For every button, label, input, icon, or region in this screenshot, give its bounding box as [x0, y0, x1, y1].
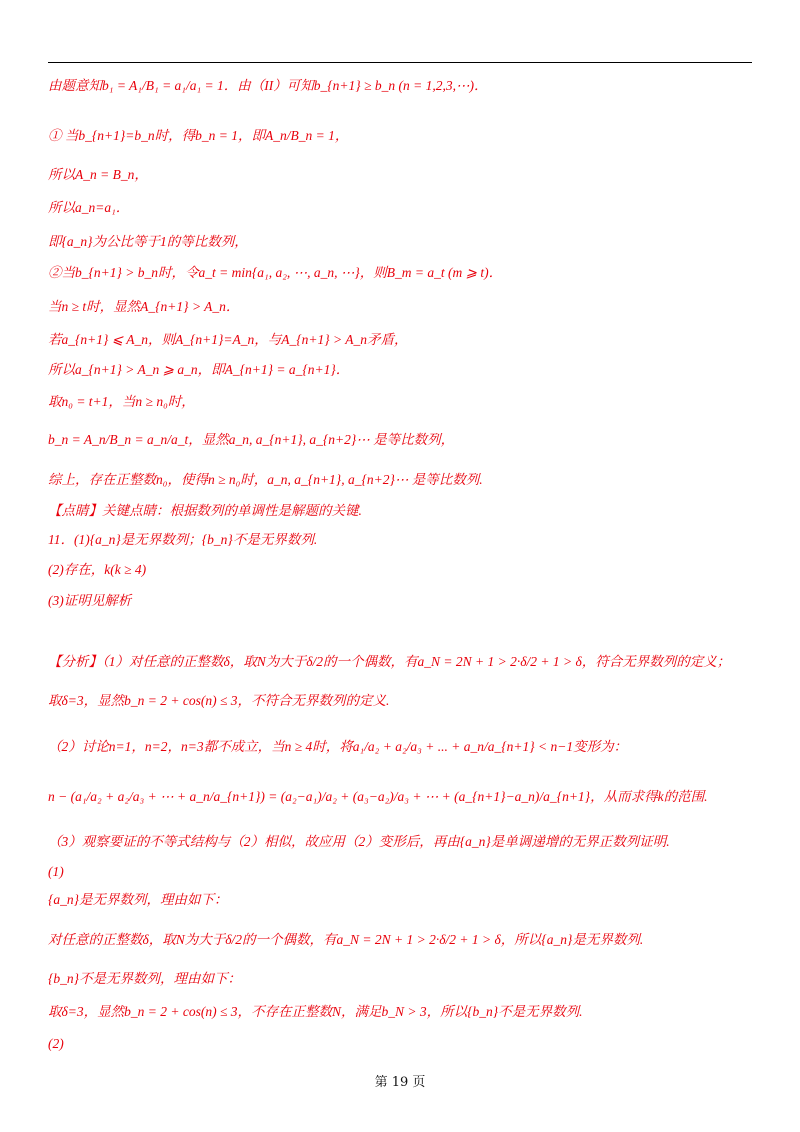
text-line: 综上，存在正整数n₀，使得n ≥ n₀时，a_n, a_{n+1}, a_{n+2}⋯ 是等比数列. [48, 472, 483, 487]
text-line: ②当b_{n+1} > b_n时，令a_t = min{a₁, a₂, ⋯, a_n, ⋯}，则B_m = a_t (m ⩾ t)． [48, 265, 503, 280]
text-line: 取n₀ = t+1，当n ≥ n₀时， [48, 394, 195, 409]
solution-line: {a_n}是无界数列，理由如下： [48, 892, 228, 907]
section-label: (2) [48, 1036, 64, 1051]
text-line: b_n = A_n/B_n = a_n/a_t，显然a_n, a_{n+1}, a_{n+2}⋯ 是等比数列， [48, 432, 455, 447]
analysis-line: n − (a₁/a₂ + a₂/a₃ + ⋯ + a_n/a_{n+1}) = (a₂−a₁)/a₂ + (a₃−a₂)/a₃ + ⋯ + (a_{n+1}−a_n)/a_{n+1}，从而求得k的范围. [48, 789, 708, 804]
analysis-line: 【分析】（1）对任意的正整数δ，取N为大于δ/2的一个偶数，有a_N = 2N + 1 > 2·δ/2 + 1 > δ，符合无界数列的定义； [48, 654, 731, 669]
text-line: ① 当b_{n+1}=b_n时，得b_n = 1，即A_n/B_n = 1， [48, 128, 349, 143]
answer-line: 11．(1){a_n}是无界数列；{b_n}不是无界数列. [48, 532, 318, 547]
analysis-line: （3）观察要证的不等式结构与（2）相似，故应用（2）变形后，再由{a_n}是单调递增的无界正数列证明. [48, 834, 670, 849]
answer-line: (2)存在，k(k ≥ 4) [48, 562, 147, 577]
text-line: 若a_{n+1} ⩽ A_n，则A_{n+1}=A_n，与A_{n+1} > A_n矛盾， [48, 332, 408, 347]
text-line: 所以A_n = B_n， [48, 167, 148, 182]
analysis-line: 取δ=3，显然b_n = 2 + cos(n) ≤ 3，不符合无界数列的定义. [48, 693, 390, 708]
text-line: 由题意知b₁ = A₁/B₁ = a₁/a₁ = 1．由（II）可知b_{n+1} ≥ b_n (n = 1,2,3,⋯)． [48, 78, 488, 93]
text-line: 当n ≥ t时，显然A_{n+1} > A_n． [48, 299, 240, 314]
section-label: (1) [48, 864, 64, 879]
text-line: 所以a_{n+1} > A_n ⩾ a_n，即A_{n+1} = a_{n+1}． [48, 362, 350, 377]
page-number: 第 19 页 [374, 1075, 426, 1090]
solution-line: {b_n}不是无界数列，理由如下： [48, 971, 242, 986]
remark-line: 【点睛】关键点睛：根据数列的单调性是解题的关键. [48, 503, 362, 518]
solution-line: 对任意的正整数δ，取N为大于δ/2的一个偶数，有a_N = 2N + 1 > 2·δ/2 + 1 > δ，所以{a_n}是无界数列. [48, 932, 644, 947]
answer-line: (3)证明见解析 [48, 593, 132, 608]
solution-line: 取δ=3，显然b_n = 2 + cos(n) ≤ 3，不存在正整数N，满足b_N > 3，所以{b_n}不是无界数列. [48, 1004, 583, 1019]
text-line: 即{a_n}为公比等于1的等比数列， [48, 234, 248, 249]
analysis-line: （2）讨论n=1，n=2，n=3都不成立，当n ≥ 4时，将a₁/a₂ + a₂/a₃ + ... + a_n/a_{n+1} < n−1变形为： [48, 739, 628, 754]
text-line: 所以a_n=a₁． [48, 200, 130, 215]
header-rule [48, 62, 752, 63]
